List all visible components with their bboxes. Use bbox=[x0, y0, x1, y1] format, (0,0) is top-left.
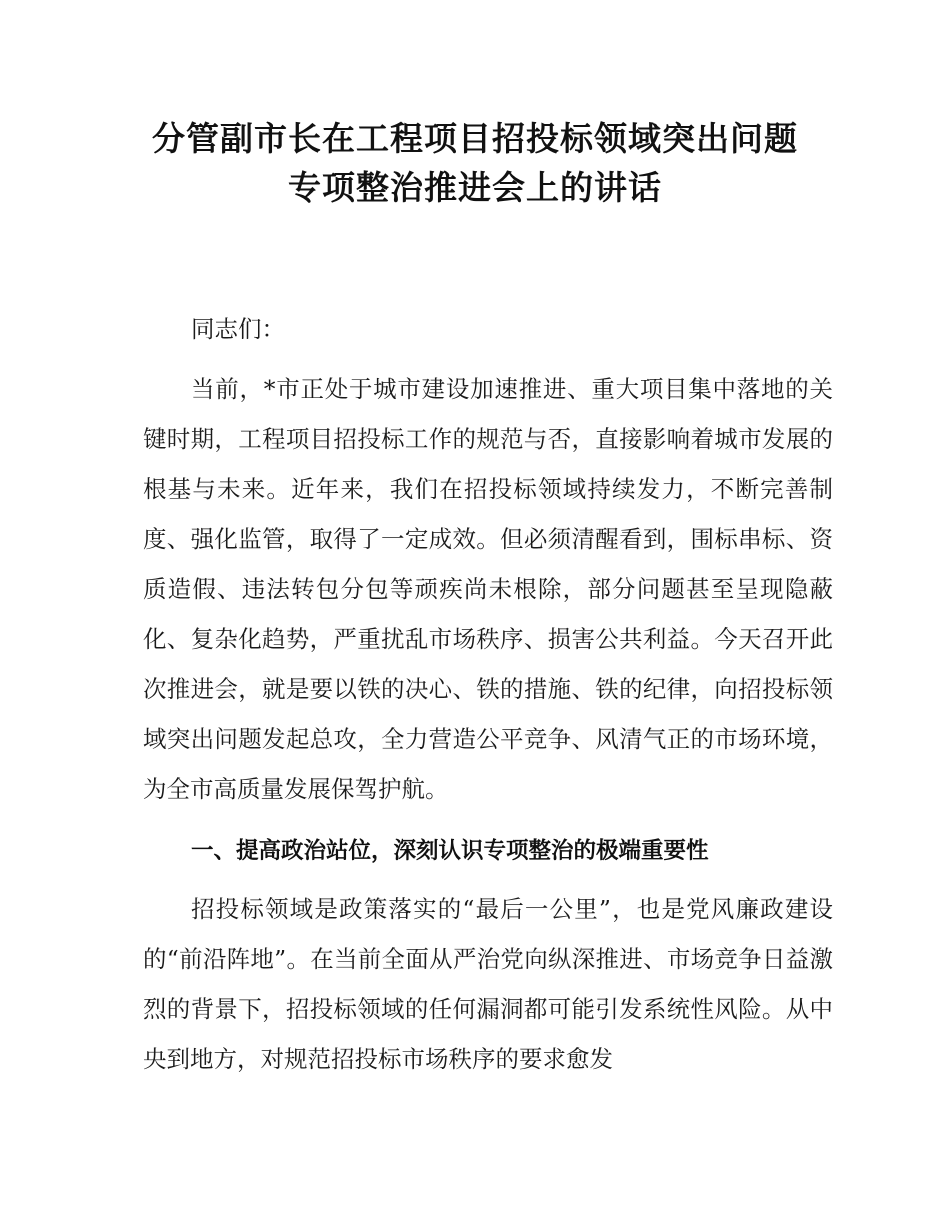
paragraph-intro: 当前，*市正处于城市建设加速推进、重大项目集中落地的关键时期，工程项目招投标工作的规范与否，直接影响着城市发展的根基与未来。近年来，我们在招投标领域持续发力，不断完善制度、强化监管，取得了一定成效。但必须清醒看到，围标串标、资质造假、违法转包分包等顽疾尚未根除，部分问题甚至呈现隐蔽化、复杂化趋势，严重扰乱市场秩序、损害公共利益。今天召开此次推进会，就是要以铁的决心、铁的措施、铁的纪律，向招投标领域突出问题发起总攻，全力营造公平竞争、风清气正的市场环境，为全市高质量发展保驾护航。 bbox=[143, 375, 833, 803]
document-title-line-2: 专项整治推进会上的讲话 bbox=[288, 168, 662, 207]
paragraph-section-1: 招投标领域是政策落实的“最后一公里”，也是党风廉政建设的“前沿阵地”。在当前全面从严治党向纵深推进、市场竞争日益激烈的背景下，招投标领域的任何漏洞都可能引发系统性风险。从中央到地方，对规范招投标市场秩序的要求愈发 bbox=[143, 895, 833, 1073]
document-title-line-1: 分管副市长在工程项目招投标领域突出问题 bbox=[152, 119, 798, 158]
salutation: 同志们： bbox=[191, 315, 285, 343]
section-heading-1: 一、提高政治站位，深刻认识专项整治的极端重要性 bbox=[191, 838, 709, 864]
